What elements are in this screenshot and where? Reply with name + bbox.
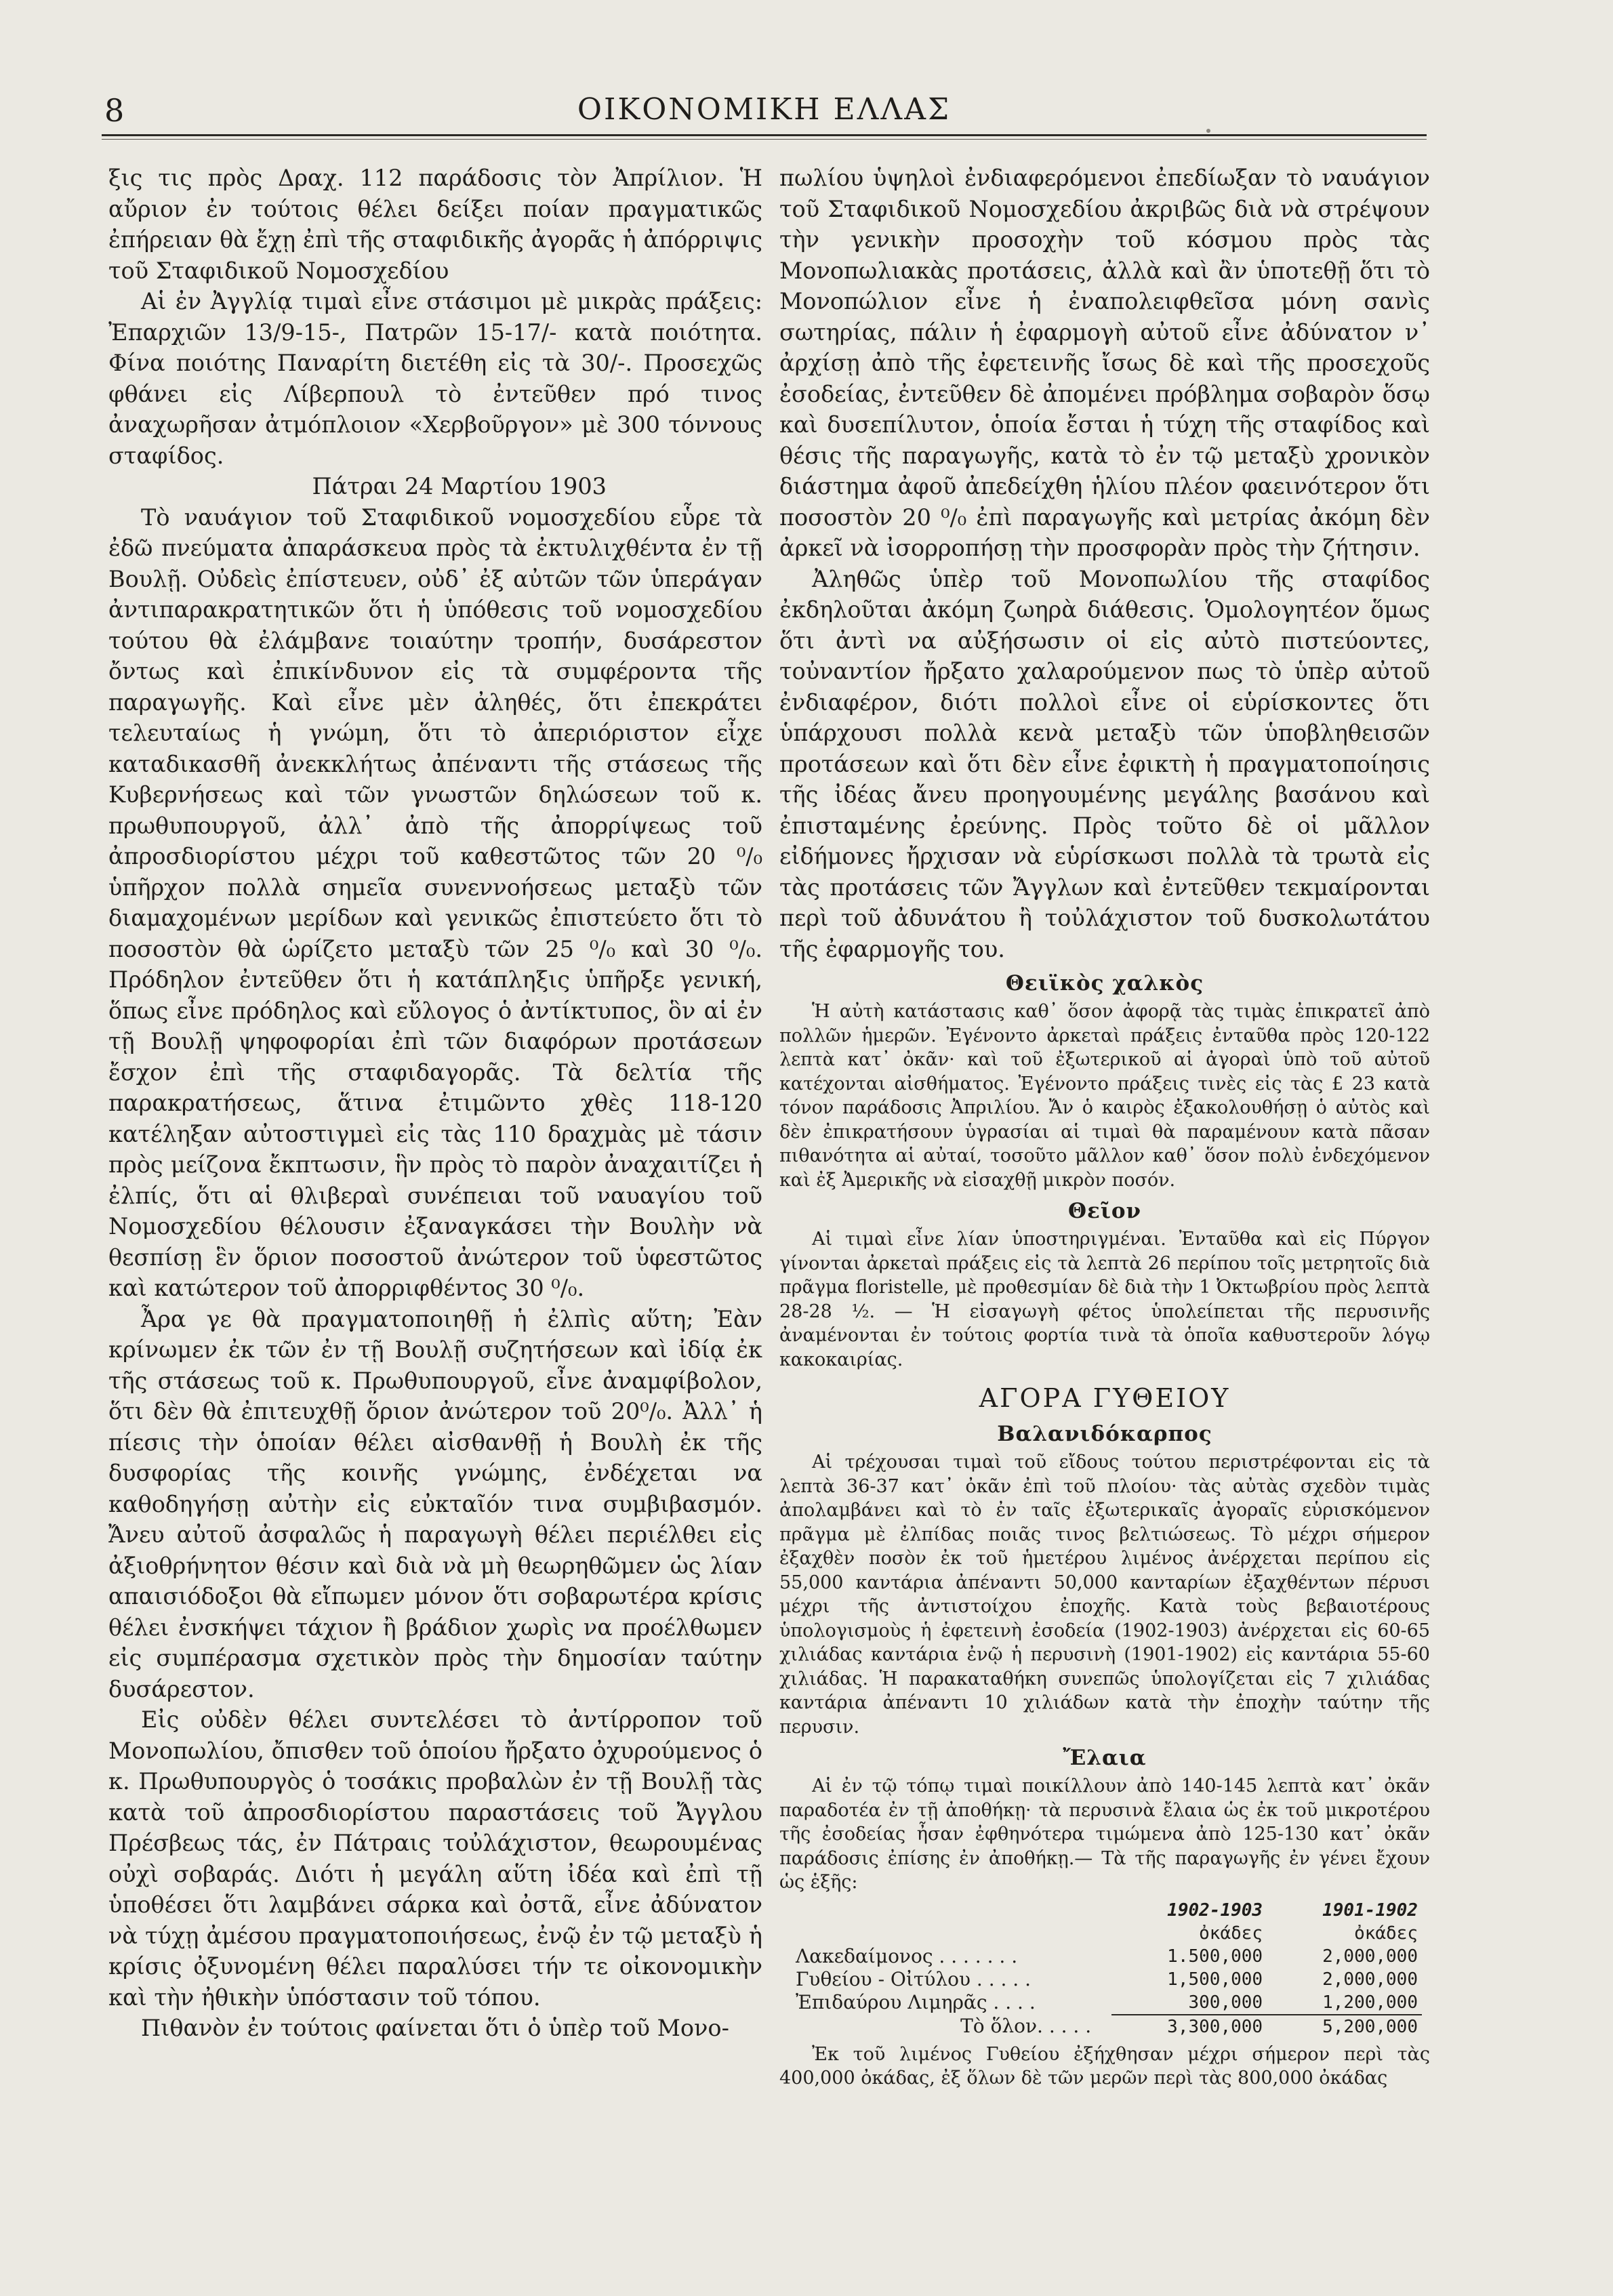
article-paragraph: Εἰς οὐδὲν θέλει συντελέσει τὸ ἀντίρροπον τοῦ Μονοπωλίου, ὄπισθεν τοῦ ὁποίου ἤρξατο ὀχυρούμενος ὁ κ. Πρωθυπουργὸς ὁ τοσάκις προβαλὼν ἐν τῇ Βουλῇ τὰς κατὰ τοῦ ἀπροσδιορίστου παραστάσεις τοῦ Ἄγγλου Πρέσβεως τάς, ἐν Πάτραις τοὐλάχιστον, θεωρουμένας οὐχὶ σοβαράς. Διότι ἡ μεγάλη αὕτη ἰδέα καὶ ἐπὶ τῇ ὑποθέσει ὅτι λαμβάνει σάρκα καὶ ὀστᾶ, εἶνε ἀδύνατον νὰ τύχῃ ἀμέσου πραγματοποιήσεως, ἐνῷ ἐν τῷ μεταξὺ ἡ κρίσις ὀξυνομένη θέλει παραλύσει τήν τε οἰκονομικὴν καὶ τὴν ἠθικὴν ὑπόστασιν τοῦ τόπου. <box>108 1706 762 2011</box>
table-unit-row <box>792 1922 1422 1945</box>
article-paragraph: Τὸ ναυάγιον τοῦ Σταφιδικοῦ νομοσχεδίου εὗρε τὰ ἐδῶ πνεύματα ἀπαράσκευα πρὸς τὰ ἐκτυλιχθέντα ἐν τῇ Βουλῇ. Οὐδεὶς ἐπίστευεν, οὐδ᾽ ἐξ αὐτῶν τῶν ὑπεράγαν ἀντιπαρακρατητικῶν ὅτι ἡ ὑπόθεσις τοῦ νομοσχεδίου τούτου θὰ ἐλάμβανε τοιαύτην τροπήν, δυσάρεστον ὄντως καὶ ἐπικίνδυνον εἰς τὰ συμφέροντα τῆς παραγωγῆς. Καὶ εἶνε μὲν ἀληθές, ὅτι ἐπεκράτει τελευταίως ἡ γνώμη, ὅτι τὸ ἀπεριόριστον εἶχε καταδικασθῆ ἀνεκκλήτως ἀπέναντι τῆς στάσεως τῆς Κυβερνήσεως καὶ τῶν γνωστῶν δηλώσεων τοῦ κ. πρωθυπουργοῦ, ἀλλ᾽ ἀπὸ τῆς ἀπορρίψεως τοῦ ἀπροσδιορίστου μέχρι τοῦ καθεστῶτος τῶν 20 ⁰/₀ ὑπῆρχον πολλὰ σημεῖα συνεννοήσεως μεταξὺ τῶν διαμαχομένων μερίδων καὶ γενικῶς ἐπιστεύετο ὅτι τὸ ποσοστὸν θὰ ὡρίζετο μεταξὺ τῶν 25 ⁰/₀ καὶ 30 ⁰/₀. Πρόδηλον ἐντεῦθεν ὅτι ἡ κατάπληξις ὑπῆρξε γενική, ὅπως εἶνε πρόδηλος καὶ εὔλογος ὁ ἀντίκτυπος, ὃν αἱ ἐν τῇ Βουλῇ ψηφοφορίαι ἐπὶ τῶν διαφόρων προτάσεων ἔσχον ἐπὶ τῆς σταφιδαγορᾶς. Τὰ δελτία τῆς παρακρατήσεως, ἅτινα ἐτιμῶντο χθὲς 118-120 κατέληξαν αὐτοστιγμεὶ εἰς τὰς 110 δραχμὰς μὲ τάσιν πρὸς μείζονα ἔκπτωσιν, ἣν πρὸς τὸ παρὸν ἀναχαιτίζει ἡ ἐλπίς, ὅτι αἱ θλιβεραὶ συνέπειαι τοῦ ναυαγίου τοῦ Νομοσχεδίου θέλουσιν ἐξαναγκάσει τὴν Βουλὴν νὰ θεσπίσῃ ἓν ὅριον ποσοστοῦ ἀνώτερον τοῦ ὑφεστῶτος καὶ κατώτερον τοῦ ἀπορριφθέντος 30 ⁰/₀. <box>108 504 762 1301</box>
section-text: Αἱ τρέχουσαι τιμαὶ τοῦ εἴδους τούτου περιστρέφονται εἰς τὰ λεπτὰ 36-37 κατ᾽ ὀκᾶν ἐπὶ τοῦ πλοίου· τὰς αὐτὰς σχεδὸν τιμὰς ἀπολαμβάνει καὶ τὸ ἐν ταῖς ἐξωτερικαῖς ἀγοραῖς εὑρισκόμενον πρᾶγμα μὲ ἐλπίδας ποιᾶς τινος βελτιώσεως. Τὸ μέχρι σήμερον ἐξαχθὲν ποσὸν ἐκ τοῦ ἡμετέρου λιμένος ἀνέρχεται περίπου εἰς 55,000 καντάρια ἀπέναντι 50,000 κανταρίων ἐξαχθέντων πέρυσι μέχρι τῆς ἀντιστοίχου ἐποχῆς. Κατὰ τοὺς βεβαιοτέρους ὑπολογισμοὺς ἡ ἐφετεινὴ ἐσοδεία (1902-1903) ἀνέρχεται εἰς 60-65 χιλιάδας καντάρια ἐνῷ ἡ περυσινὴ (1901-1902) εἰς καντάρια 55-60 χιλιάδας. Ἡ παρακαταθήκη συνεπῶς ὑπολογίζεται εἰς 7 χιλιάδας καντάρια ἀπέναντι 10 χιλιάδων κατὰ τὴν ἐποχὴν ταύτην τῆς περυσιν. <box>779 1452 1430 1738</box>
market-heading: ΑΓΟΡΑ ΓΥΘΕΙΟΥ <box>979 1383 1231 1413</box>
article-paragraph: Πιθανὸν ἐν τούτοις φαίνεται ὅτι ὁ ὑπὲρ τοῦ Μονο- <box>141 2015 729 2041</box>
section-text: Αἱ τιμαὶ εἶνε λίαν ὑποστηριγμέναι. Ἐνταῦθα καὶ εἰς Πύργον γίνονται ἀρκεταὶ πράξεις εἰς τὰ λεπτὰ 26 περίπου τοῖς μετρητοῖς διὰ πρᾶγμα floristelle, μὲ προθεσμίαν δὲ διὰ τὴν 1 Ὀκτωβρίου πρὸς λεπτὰ 28-28 ½. — Ἡ εἰσαγωγὴ φέτος ὑπολείπεται τῆς περυσινῆς ἀναμένονται ἐν τούτοις φορτία τινὰ τὰ ὁποῖα καθυστεροῦν λόγῳ κακοκαιρίας. <box>779 1229 1430 1370</box>
print-speck <box>1206 129 1210 133</box>
section-heading-sulphur: Θεῖον <box>1067 1199 1142 1223</box>
section-heading-acorn: Βαλανιδόκαρπος <box>997 1422 1212 1446</box>
header-rule-thin <box>102 139 1427 140</box>
section-text: Ἡ αὐτὴ κατάστασις καθ᾽ ὅσον ἀφορᾷ τὰς τιμὰς ἐπικρατεῖ ἀπὸ πολλῶν ἡμερῶν. Ἐγένοντο ἀρκεταὶ πράξεις ἐνταῦθα πρὸς 120-122 λεπτὰ κατ᾽ ὀκᾶν· καὶ τοῦ ἐξωτερικοῦ αἱ ἀγοραὶ ὑπὸ τοῦ αὐτοῦ κατέχονται αἰσθήματος. Ἐγένοντο πράξεις τινὲς εἰς τὰς £ 23 κατὰ τόνον παράδοσις Ἀπριλίου. Ἄν ὁ καιρὸς ἐξακολουθήσῃ ὁ αὐτὸς καὶ δὲν ἐπικρατήσουν ὑγρασίαι αἱ τιμαὶ θὰ παραμένουν κατὰ πᾶσαν πιθανότητα αἱ αὐταί, τοσοῦτο μᾶλλον καθ᾽ ὅσον πολὺ ἐνδεχόμενον καὶ ἐξ Ἀμερικῆς νὰ εἰσαχθῇ μικρὸν ποσόν. <box>779 1001 1430 1191</box>
value-cell: 2,000,000 <box>1322 1946 1418 1967</box>
page-header <box>102 80 1427 134</box>
section-olive <box>779 1774 1430 1895</box>
section-closing <box>779 2043 1430 2091</box>
table-row <box>792 1945 1422 1968</box>
value-cell: 1.500,000 <box>1167 1946 1263 1967</box>
section-sulphur <box>779 1227 1430 1372</box>
left-column <box>108 163 762 2216</box>
table-row <box>792 1968 1422 1991</box>
year-header: 1902-1903 <box>1167 1900 1263 1921</box>
place-cell: Γυθείου - Οἰτύλου . . . . . <box>796 1967 1032 1990</box>
header-rule <box>102 134 1427 136</box>
place-cell: Λακεδαίμονος . . . . . . . <box>796 1944 1018 1967</box>
total-value: 5,200,000 <box>1267 2015 1422 2038</box>
article-paragraph: πωλίου ὑψηλοὶ ἐνδιαφερόμενοι ἐπεδίωξαν τὸ ναυάγιον τοῦ Σταφιδικοῦ Νομοσχεδίου ἀκριβῶς διὰ νὰ στρέψουν τὴν γενικὴν προσοχὴν τοῦ κόσμου πρὸς τὰς Μονοπωλιακὰς προτάσεις, ἀλλὰ καὶ ἂν ὑποτεθῇ ὅτι τὸ Μονοπώλιον εἶνε ἡ ἐναπολειφθεῖσα μόνη σανὶς σωτηρίας, πάλιν ἡ ἐφαρμογὴ αὐτοῦ εἶνε ἀδύνατον ν᾽ ἀρχίσῃ ἀπὸ τῆς ἐφετεινῆς ἴσως δὲ καὶ τῆς προσεχοῦς ἐσοδείας, ἐντεῦθεν δὲ ἀπομένει πρόβλημα σοβαρὸν ὅσῳ καὶ δυσεπίλυτον, ὁποία ἔσται ἡ τύχη τῆς σταφίδος καὶ θέσις τῆς παραγωγῆς, κατὰ τὸ ἐν τῷ μεταξὺ χρονικὸν διάστημα ἀφοῦ ἀπεδείχθη ἡλίου πλέον φαεινότερον ὅτι ποσοστὸν 20 ⁰/₀ ἐπὶ παραγωγῆς καὶ μετρίας ἀκόμη δὲν ἀρκεῖ νὰ ἰσορροπήσῃ τὴν προσφορὰν πρὸς τὴν ζήτησιν. <box>779 165 1430 561</box>
section-text: Ἐκ τοῦ λιμένος Γυθείου ἐξήχθησαν μέχρι σήμερον περὶ τὰς 400,000 ὀκάδας, ἐξ ὅλων δὲ τῶν μερῶν περὶ τὰς 800,000 ὀκάδας <box>779 2043 1430 2089</box>
article-paragraph: ξις τις πρὸς Δραχ. 112 παράδοσις τὸν Ἀπρίλιον. Ἡ αὔριον ἐν τούτοις θέλει δείξει ποίαν πραγματικῶς ἐπήρειαν θὰ ἔχῃ ἐπὶ τῆς σταφιδικῆς ἀγορᾶς ἡ ἀπόρριψις τοῦ Σταφιδικοῦ Νομοσχεδίου <box>108 165 762 284</box>
section-heading-copper: Θειϊκὸς χαλκὸς <box>1005 971 1204 996</box>
place-cell: Ἐπιδαύρου Λιμηρᾶς . . . . <box>796 1991 1036 2013</box>
olive-production-table <box>792 1899 1422 2038</box>
unit-label: ὀκάδες <box>1354 1923 1418 1944</box>
table-total-row <box>792 2015 1422 2038</box>
value-cell: 1,200,000 <box>1322 1992 1418 2013</box>
year-header: 1901-1902 <box>1322 1900 1418 1921</box>
page-number: 8 <box>104 92 125 129</box>
total-value: 3,300,000 <box>1111 2015 1267 2038</box>
right-column <box>779 163 1430 2216</box>
article-paragraph: Ἆρα γε θὰ πραγματοποιηθῇ ἡ ἐλπὶς αὕτη; Ἐὰν κρίνωμεν ἐκ τῶν ἐν τῇ Βουλῇ συζητήσεων καὶ ἰδίᾳ ἐκ τῆς στάσεως τοῦ κ. Πρωθυπουργοῦ, εἶνε ἀναμφίβολον, ὅτι δὲν θὰ ἐπιτευχθῇ ὅριον ἀνώτερον τοῦ 20⁰/₀. Ἀλλ᾽ ἡ πίεσις τὴν ὁποίαν θέλει αἰσθανθῇ ἡ Βουλὴ ἐκ τῆς δυσφορίας τῆς κοινῆς γνώμης, ἐνδέχεται να καθοδηγήσῃ αὐτὴν εἰς εὐκταῖόν τινα συμβιβασμόν. Ἄνευ αὐτοῦ ἀσφαλῶς ἡ παραγωγὴ θέλει περιέλθει εἰς ἀξιοθρήνητον θέσιν καὶ διὰ νὰ μὴ θεωρηθῶμεν ὡς λίαν απαισιόδοξοι θὰ εἴπωμεν μόνον ὅτι σοβαρωτέρα κρίσις θέλει ἐνσκήψει τάχιον ἢ βράδιον χωρὶς να προέλθωμεν εἰς συμπέρασμα σχετικὸν πρὸς τὴν δημοσίαν ταύτην δυσάρεστον. <box>108 1305 762 1702</box>
total-label: Τὸ ὅλον. . . . . <box>960 2015 1092 2037</box>
article-paragraph: Ἀληθῶς ὑπὲρ τοῦ Μονοπωλίου τῆς σταφίδος ἐκδηλοῦται ἀκόμη ζωηρὰ διάθεσις. Ὁμολογητέον ὅμως ὅτι ἀντὶ να αὐξήσωσιν οἱ εἰς αὐτὸ πιστεύοντες, τοὐναντίον ἤρξατο χαλαρούμενον πως τὸ ὑπὲρ αὐτοῦ ἐνδιαφέρον, διότι πολλοὶ εἶνε οἱ εὑρίσκοντες ὅτι ὑπάρχουσι πολλὰ κενὰ μεταξὺ τῶν ὑποβληθεισῶν προτάσεων καὶ ὅτι δὲν εἶνε ἐφικτὴ ἡ πραγματοποίησις τῆς ἰδέας ἄνευ προηγουμένης μεγάλης βασάνου καὶ ἐπισταμένης ἐρεύνης. Πρὸς τοῦτο δὲ οἱ μᾶλλον εἰδήμονες ἤρχισαν νὰ εὑρίσκωσι πολλὰ τὰ τρωτὰ εἰς τὰς προτάσεις τῶν Ἄγγλων καὶ ἐντεῦθεν τεκμαίρονται περὶ τοῦ ἀδυνάτου ἢ τοὐλάχιστον τοῦ δυσκολωτάτου τῆς ἐφαρμογῆς του. <box>779 565 1430 962</box>
article-paragraph: Αἱ ἐν Ἀγγλίᾳ τιμαὶ εἶνε στάσιμοι μὲ μικρὰς πράξεις: Ἐπαρχιῶν 13/9-15-, Πατρῶν 15-17/- κατὰ ποιότητα. Φίνα ποιότης Παναρίτη διετέθη εἰς τὰ 30/-. Προσεχῶς φθάνει εἰς Λίβερπουλ τὸ ἐντεῦθεν πρό τινος ἀναχωρῆσαν ἀτμόπλοιον «Χερβοῦργον» μὲ 300 τόννους σταφίδος. <box>108 288 762 469</box>
running-title: ΟΙΚΟΝΟΜΙΚΗ ΕΛΛΑΣ <box>577 92 952 127</box>
section-copper <box>779 1000 1430 1192</box>
dateline: Πάτραι 24 Μαρτίου 1903 <box>312 473 607 499</box>
table-row <box>792 1991 1422 2015</box>
value-cell: 1,500,000 <box>1167 1969 1263 1990</box>
section-acorn <box>779 1450 1430 1739</box>
value-cell: 300,000 <box>1188 1992 1263 2013</box>
table-header-row <box>792 1899 1422 1922</box>
section-text: Αἱ ἐν τῷ τόπῳ τιμαὶ ποικίλλουν ἀπὸ 140-145 λεπτὰ κατ᾽ ὀκᾶν παραδοτέα ἐν τῇ ἀποθήκῃ· τὰ περυσινὰ ἔλαια ὡς ἐκ τοῦ μικροτέρου τῆς ἐσοδείας ἦσαν ἐφθηνότερα τιμώμενα ἀπὸ 125-130 κατ᾽ ὀκᾶν παράδοσις ἐπίσης ἐν ἀποθήκῃ.— Τὰ τῆς παραγωγῆς ἐν γένει ἔχουν ὡς ἑξῆς: <box>779 1776 1430 1893</box>
unit-label: ὀκάδες <box>1199 1923 1263 1944</box>
section-heading-olive: Ἔλαια <box>1063 1746 1147 1770</box>
value-cell: 2,000,000 <box>1322 1969 1418 1990</box>
